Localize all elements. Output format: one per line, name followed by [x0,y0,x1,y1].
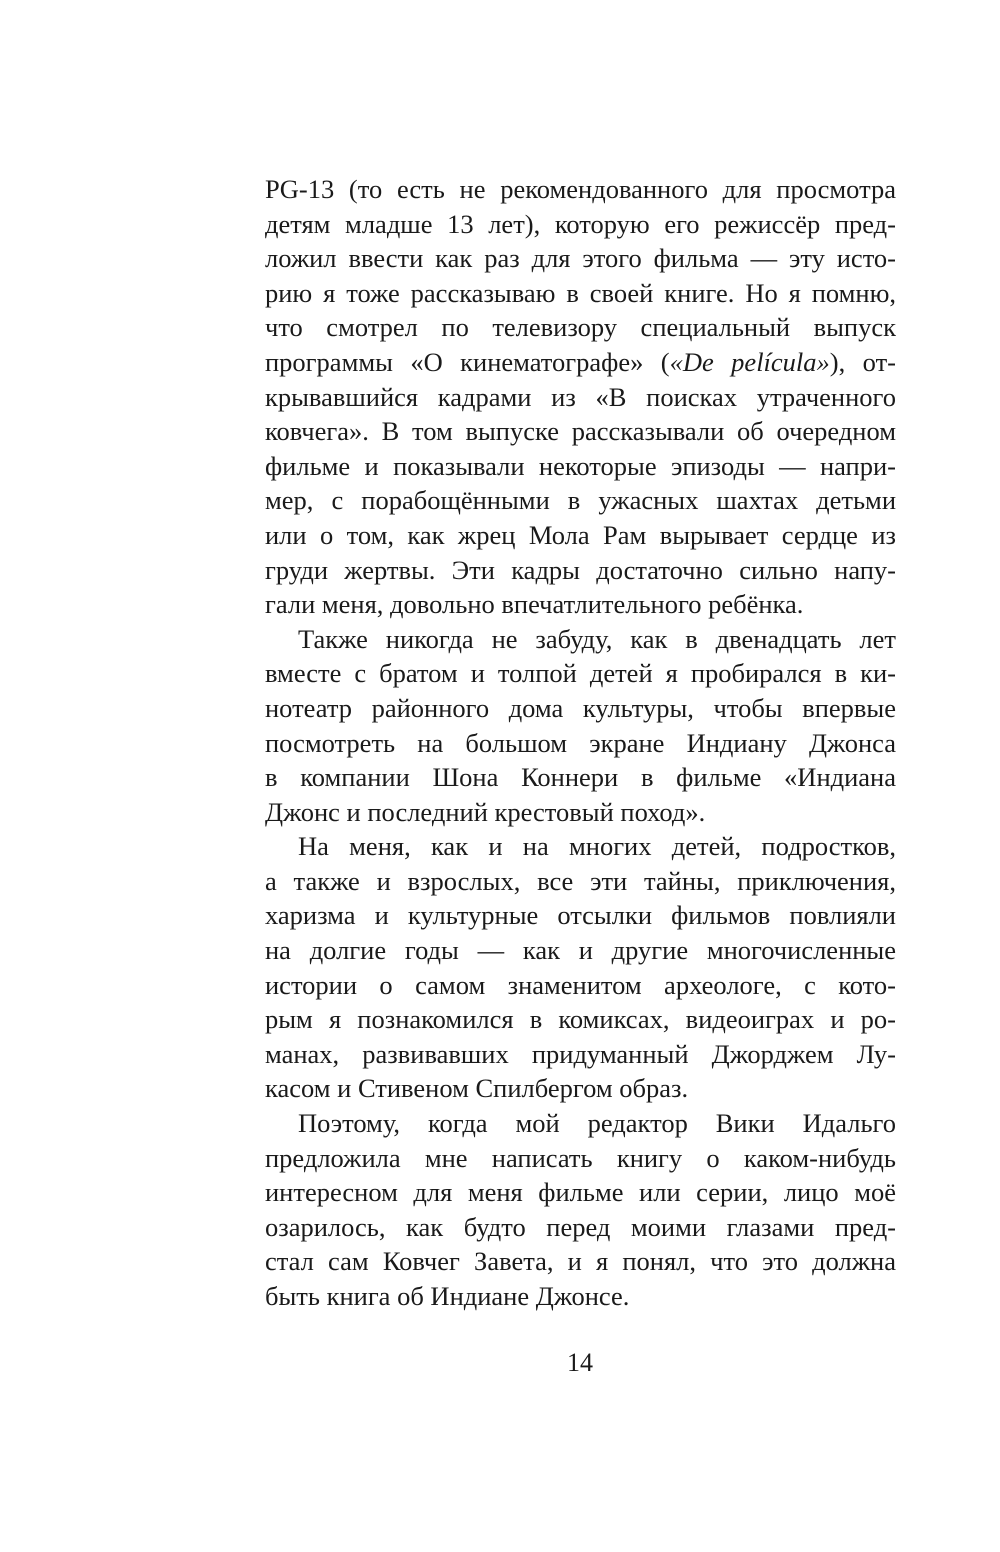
text-line: ковчега». В том выпуске рассказывали об очередном [265,416,896,447]
italic-title: «De película» [669,346,830,377]
paragraph [265,622,896,830]
text-line: или о том, как жрец Мола Рам вырывает сердце из [265,519,896,550]
text-line: предложила мне написать книгу о каком-нибудь [265,1142,896,1173]
paragraph [265,172,896,622]
text-line: касом и Стивеном Спилбергом образ. [265,1073,689,1104]
text-segment: ), от- [829,346,896,377]
text-line: интересном для меня фильме или серии, лицо моё [265,1177,896,1208]
text-line: рию я тоже рассказываю в своей книге. Но я помню, [265,277,896,308]
text-line: детям младше 13 лет), которую его режиссёр пред- [265,208,896,239]
text-line: груди жертвы. Эти кадры достаточно сильно напу- [265,554,896,585]
text-line: Джонс и последний крестовый поход». [265,796,706,827]
page-number: 14 [567,1348,593,1377]
text-line: быть книга об Индиане Джонсе. [265,1281,630,1311]
body-text [265,172,896,1314]
text-line: вместе с братом и толпой детей я пробирался в ки- [265,658,896,689]
text-line: стал сам Ковчег Завета, и я понял, что это должна [265,1246,896,1277]
text-line: Поэтому, когда мой редактор Вики Идальго [298,1108,896,1139]
text-line: Также никогда не забуду, как в двенадцать лет [298,623,896,654]
paragraph [265,1106,896,1314]
text-line: На меня, как и на многих детей, подростков, [298,831,896,862]
text-line: озарилось, как будто перед моими глазами пред- [265,1211,896,1242]
text-line: посмотреть на большом экране Индиану Джонса [265,727,896,758]
text-line [265,345,896,380]
text-segment: программы «О кинематографе» ( [265,346,670,377]
text-line: что смотрел по телевизору специальный выпуск [265,312,896,343]
text-line: гали меня, довольно впечатлительного ребёнка. [265,589,804,620]
text-line: рым я познакомился в комиксах, видеоиграх и ро- [265,1004,896,1035]
text-line: а также и взрослых, все эти тайны, приключения, [265,865,896,896]
text-line: манах, развивавших придуманный Джорджем Лу- [265,1038,896,1069]
text-line: PG-13 (то есть не рекомендованного для просмотра [265,174,896,204]
text-line: мер, с порабощёнными в ужасных шахтах детьми [265,485,896,516]
text-line: в компании Шона Коннери в фильме «Индиана [265,762,896,793]
text-line: на долгие годы — как и другие многочисленные [265,935,896,966]
text-line: харизма и культурные отсылки фильмов повлияли [265,900,896,931]
text-line: нотеатр районного дома культуры, чтобы впервые [265,692,896,723]
text-line: истории о самом знаменитом археологе, с кото- [265,969,896,1000]
text-line: крывавшийся кадрами из «В поисках утраченного [265,381,896,412]
text-line: фильме и показывали некоторые эпизоды — напри- [265,450,896,481]
text-line: ложил ввести как раз для этого фильма — эту исто- [265,243,896,274]
paragraph [265,829,896,1106]
